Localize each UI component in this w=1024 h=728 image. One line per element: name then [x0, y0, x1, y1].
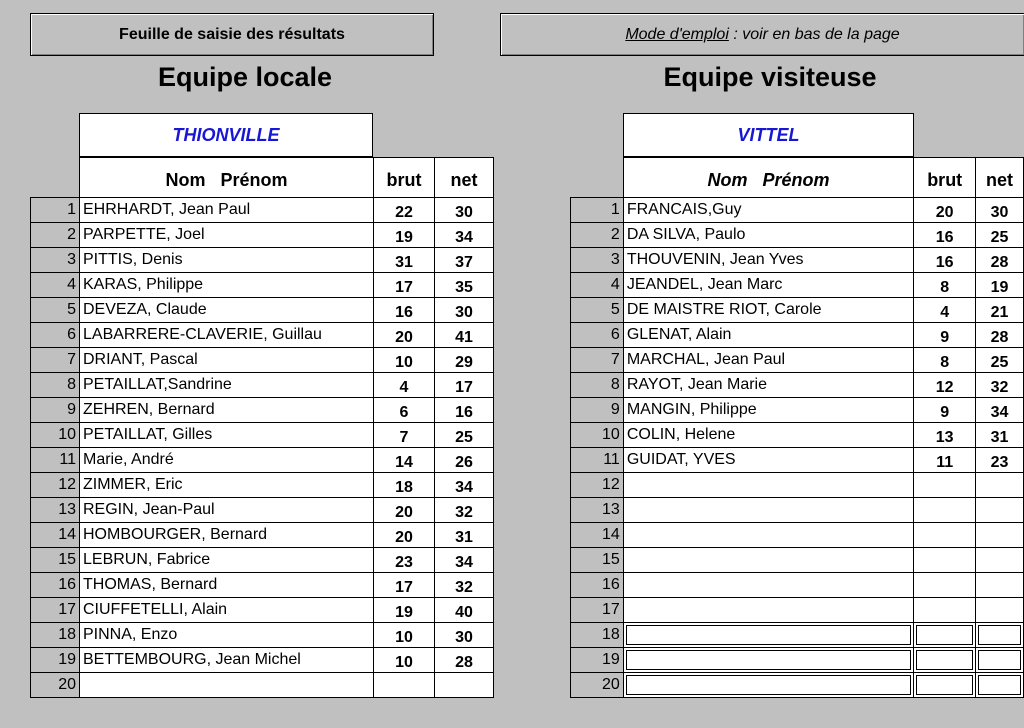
brut-cell[interactable]: 9: [914, 323, 976, 348]
net-cell[interactable]: 26: [435, 448, 494, 473]
visitor-team-name: VITTEL: [737, 124, 800, 145]
column-header-brut: brut: [374, 158, 435, 198]
player-name-cell[interactable]: DA SILVA, Paulo: [623, 223, 913, 248]
row-number: 17: [31, 598, 80, 623]
player-name-cell[interactable]: [623, 673, 913, 698]
player-name-cell[interactable]: [623, 573, 913, 598]
row-number: 14: [31, 523, 80, 548]
brut-cell[interactable]: [914, 673, 976, 698]
player-name-cell[interactable]: MANGIN, Philippe: [623, 398, 913, 423]
player-name-cell[interactable]: PETAILLAT,Sandrine: [80, 373, 374, 398]
brut-cell[interactable]: [914, 498, 976, 523]
column-header-net: net: [976, 158, 1024, 198]
table-row: [31, 223, 494, 248]
table-row: [571, 348, 1024, 373]
row-number: 11: [31, 448, 80, 473]
visitor-team-name-cell[interactable]: [623, 113, 914, 157]
row-number: 7: [31, 348, 80, 373]
row-number: 10: [571, 423, 624, 448]
table-row: [571, 198, 1024, 223]
player-name-cell[interactable]: GLENAT, Alain: [623, 323, 913, 348]
brut-cell[interactable]: 11: [914, 448, 976, 473]
net-cell[interactable]: [976, 573, 1024, 598]
table-row: [31, 248, 494, 273]
table-row: [571, 223, 1024, 248]
net-cell[interactable]: 25: [976, 223, 1024, 248]
row-number: 5: [31, 298, 80, 323]
brut-cell[interactable]: [914, 623, 976, 648]
player-name-cell[interactable]: HOMBOURGER, Bernard: [80, 523, 374, 548]
brut-cell[interactable]: [914, 548, 976, 573]
table-row: [571, 423, 1024, 448]
player-name-cell[interactable]: [623, 473, 913, 498]
net-cell[interactable]: 34: [435, 473, 494, 498]
player-name-cell[interactable]: BETTEMBOURG, Jean Michel: [80, 648, 374, 673]
table-row: [31, 398, 494, 423]
net-cell[interactable]: [976, 523, 1024, 548]
row-number: 13: [571, 498, 624, 523]
table-row: [31, 598, 494, 623]
net-cell[interactable]: 30: [435, 298, 494, 323]
table-row: [31, 273, 494, 298]
brut-cell[interactable]: 20: [914, 198, 976, 223]
table-row: [571, 298, 1024, 323]
row-number: 15: [31, 548, 80, 573]
net-cell[interactable]: [976, 648, 1024, 673]
table-row: [31, 498, 494, 523]
net-cell[interactable]: 28: [435, 648, 494, 673]
player-name-cell[interactable]: [80, 673, 374, 698]
row-number: 7: [571, 348, 624, 373]
brut-cell[interactable]: 17: [374, 273, 435, 298]
player-name-cell[interactable]: REGIN, Jean-Paul: [80, 498, 374, 523]
net-cell[interactable]: 21: [976, 298, 1024, 323]
row-number: 19: [571, 648, 624, 673]
mode-emploi-link[interactable]: Mode d'emploi: [625, 25, 729, 43]
brut-cell[interactable]: 10: [374, 348, 435, 373]
table-row: [31, 548, 494, 573]
net-cell[interactable]: 40: [435, 598, 494, 623]
row-number: 1: [571, 198, 624, 223]
column-header-name: Nom Prénom: [623, 158, 913, 198]
player-name-cell[interactable]: LEBRUN, Fabrice: [80, 548, 374, 573]
net-cell[interactable]: 31: [976, 423, 1024, 448]
row-number: 18: [31, 623, 80, 648]
table-row: [571, 548, 1024, 573]
mode-emploi-button[interactable]: [500, 13, 1024, 56]
table-row: [571, 673, 1024, 698]
row-number: 4: [31, 273, 80, 298]
table-row: [571, 648, 1024, 673]
visitor-results-table: [570, 157, 1024, 698]
row-number: 8: [31, 373, 80, 398]
visitor-team-title: Equipe visiteuse: [663, 62, 877, 92]
brut-cell[interactable]: 12: [914, 373, 976, 398]
player-name-cell[interactable]: PINNA, Enzo: [80, 623, 374, 648]
brut-cell[interactable]: 23: [374, 548, 435, 573]
net-cell[interactable]: 23: [976, 448, 1024, 473]
table-row: [31, 523, 494, 548]
table-row: [571, 273, 1024, 298]
saisie-resultats-button[interactable]: [30, 13, 434, 56]
player-name-cell[interactable]: THOUVENIN, Jean Yves: [623, 248, 913, 273]
player-name-cell[interactable]: PITTIS, Denis: [80, 248, 374, 273]
net-cell[interactable]: [976, 598, 1024, 623]
row-number: 2: [571, 223, 624, 248]
net-cell[interactable]: 32: [976, 373, 1024, 398]
brut-cell[interactable]: 9: [914, 398, 976, 423]
net-cell[interactable]: 30: [976, 198, 1024, 223]
brut-cell[interactable]: [374, 673, 435, 698]
net-cell[interactable]: 32: [435, 498, 494, 523]
row-number: 20: [31, 673, 80, 698]
player-name-cell[interactable]: COLIN, Helene: [623, 423, 913, 448]
net-cell[interactable]: [435, 673, 494, 698]
column-header-brut: brut: [914, 158, 976, 198]
table-row: [31, 198, 494, 223]
net-cell[interactable]: 37: [435, 248, 494, 273]
table-row: [31, 348, 494, 373]
table-row: [31, 298, 494, 323]
brut-cell[interactable]: 6: [374, 398, 435, 423]
net-cell[interactable]: 19: [976, 273, 1024, 298]
row-number: 10: [31, 423, 80, 448]
row-number: 4: [571, 273, 624, 298]
row-number: 20: [571, 673, 624, 698]
table-row: [571, 248, 1024, 273]
row-number: 3: [31, 248, 80, 273]
player-name-cell[interactable]: THOMAS, Bernard: [80, 573, 374, 598]
brut-cell[interactable]: [914, 598, 976, 623]
table-row: [571, 623, 1024, 648]
net-cell[interactable]: 34: [435, 548, 494, 573]
brut-cell[interactable]: 10: [374, 648, 435, 673]
net-cell[interactable]: 31: [435, 523, 494, 548]
player-name-cell[interactable]: DE MAISTRE RIOT, Carole: [623, 298, 913, 323]
row-number: 16: [571, 573, 624, 598]
brut-cell[interactable]: 20: [374, 323, 435, 348]
net-cell[interactable]: [976, 548, 1024, 573]
table-row: [31, 373, 494, 398]
brut-cell[interactable]: 20: [374, 523, 435, 548]
player-name-cell[interactable]: JEANDEL, Jean Marc: [623, 273, 913, 298]
row-number: 17: [571, 598, 624, 623]
table-row: [571, 498, 1024, 523]
net-cell[interactable]: 34: [435, 223, 494, 248]
brut-cell[interactable]: 13: [914, 423, 976, 448]
row-number: 15: [571, 548, 624, 573]
player-name-cell[interactable]: KARAS, Philippe: [80, 273, 374, 298]
table-row: [31, 473, 494, 498]
table-row: [571, 573, 1024, 598]
player-name-cell[interactable]: [623, 598, 913, 623]
player-name-cell[interactable]: [623, 648, 913, 673]
brut-cell[interactable]: 16: [374, 298, 435, 323]
net-cell[interactable]: [976, 473, 1024, 498]
player-name-cell[interactable]: EHRHARDT, Jean Paul: [80, 198, 374, 223]
net-cell[interactable]: 28: [976, 323, 1024, 348]
row-number: 3: [571, 248, 624, 273]
brut-cell[interactable]: 18: [374, 473, 435, 498]
table-row: [31, 573, 494, 598]
local-team-title: Equipe locale: [157, 62, 333, 92]
row-number: 12: [571, 473, 624, 498]
net-cell[interactable]: [976, 623, 1024, 648]
row-number: 13: [31, 498, 80, 523]
player-name-cell[interactable]: DRIANT, Pascal: [80, 348, 374, 373]
player-name-cell[interactable]: [623, 523, 913, 548]
brut-cell[interactable]: 17: [374, 573, 435, 598]
table-row: [571, 398, 1024, 423]
row-number: 6: [571, 323, 624, 348]
brut-cell[interactable]: 19: [374, 223, 435, 248]
player-name-cell[interactable]: PARPETTE, Joel: [80, 223, 374, 248]
brut-cell[interactable]: 4: [914, 298, 976, 323]
brut-cell[interactable]: 8: [914, 348, 976, 373]
brut-cell[interactable]: 31: [374, 248, 435, 273]
row-number: 19: [31, 648, 80, 673]
table-row: [571, 323, 1024, 348]
table-row: [571, 373, 1024, 398]
column-header-net: net: [435, 158, 494, 198]
table-row: [571, 473, 1024, 498]
player-name-cell[interactable]: PETAILLAT, Gilles: [80, 423, 374, 448]
net-cell[interactable]: 32: [435, 573, 494, 598]
table-header-row: [571, 158, 1024, 198]
table-row: [31, 673, 494, 698]
brut-cell[interactable]: [914, 648, 976, 673]
table-row: [31, 423, 494, 448]
brut-cell[interactable]: 4: [374, 373, 435, 398]
row-number: 16: [31, 573, 80, 598]
player-name-cell[interactable]: [623, 623, 913, 648]
brut-cell[interactable]: 19: [374, 598, 435, 623]
brut-cell[interactable]: 7: [374, 423, 435, 448]
table-row: [31, 448, 494, 473]
brut-cell[interactable]: 10: [374, 623, 435, 648]
local-team-name-cell[interactable]: [79, 113, 373, 157]
row-number: 18: [571, 623, 624, 648]
table-row: [31, 323, 494, 348]
brut-cell[interactable]: 8: [914, 273, 976, 298]
player-name-cell[interactable]: CIUFFETELLI, Alain: [80, 598, 374, 623]
row-number: 14: [571, 523, 624, 548]
net-cell[interactable]: 41: [435, 323, 494, 348]
net-cell[interactable]: [976, 498, 1024, 523]
net-cell[interactable]: 29: [435, 348, 494, 373]
net-cell[interactable]: 28: [976, 248, 1024, 273]
brut-cell[interactable]: 16: [914, 223, 976, 248]
net-cell[interactable]: 25: [976, 348, 1024, 373]
brut-cell[interactable]: 20: [374, 498, 435, 523]
table-header-row: [31, 158, 494, 198]
header-spacer: [31, 158, 80, 198]
net-cell[interactable]: 16: [435, 398, 494, 423]
net-cell[interactable]: 17: [435, 373, 494, 398]
header-spacer: [571, 158, 624, 198]
row-number: 5: [571, 298, 624, 323]
brut-cell[interactable]: [914, 473, 976, 498]
table-row: [571, 523, 1024, 548]
player-name-cell[interactable]: Marie, André: [80, 448, 374, 473]
player-name-cell[interactable]: [623, 498, 913, 523]
player-name-cell[interactable]: LABARRERE-CLAVERIE, Guillau: [80, 323, 374, 348]
player-name-cell[interactable]: MARCHAL, Jean Paul: [623, 348, 913, 373]
table-row: [571, 448, 1024, 473]
table-row: [31, 648, 494, 673]
net-cell[interactable]: [976, 673, 1024, 698]
player-name-cell[interactable]: FRANCAIS,Guy: [623, 198, 913, 223]
player-name-cell[interactable]: [623, 548, 913, 573]
net-cell[interactable]: 30: [435, 198, 494, 223]
row-number: 12: [31, 473, 80, 498]
net-cell[interactable]: 34: [976, 398, 1024, 423]
brut-cell[interactable]: [914, 573, 976, 598]
player-name-cell[interactable]: ZEHREN, Bernard: [80, 398, 374, 423]
brut-cell[interactable]: 14: [374, 448, 435, 473]
brut-cell[interactable]: [914, 523, 976, 548]
net-cell[interactable]: 35: [435, 273, 494, 298]
row-number: 2: [31, 223, 80, 248]
player-name-cell[interactable]: GUIDAT, YVES: [623, 448, 913, 473]
table-row: [571, 598, 1024, 623]
row-number: 11: [571, 448, 624, 473]
net-cell[interactable]: 25: [435, 423, 494, 448]
row-number: 6: [31, 323, 80, 348]
row-number: 8: [571, 373, 624, 398]
row-number: 9: [571, 398, 624, 423]
local-team-name: THIONVILLE: [172, 124, 280, 145]
table-row: [31, 623, 494, 648]
net-cell[interactable]: 30: [435, 623, 494, 648]
player-name-cell[interactable]: RAYOT, Jean Marie: [623, 373, 913, 398]
brut-cell[interactable]: 22: [374, 198, 435, 223]
saisie-resultats-label: Feuille de saisie des résultats: [119, 25, 345, 43]
row-number: 1: [31, 198, 80, 223]
brut-cell[interactable]: 16: [914, 248, 976, 273]
local-results-table: [30, 157, 494, 698]
column-header-name: Nom Prénom: [80, 158, 374, 198]
player-name-cell[interactable]: ZIMMER, Eric: [80, 473, 374, 498]
row-number: 9: [31, 398, 80, 423]
player-name-cell[interactable]: DEVEZA, Claude: [80, 298, 374, 323]
mode-emploi-rest: : voir en bas de la page: [728, 25, 900, 43]
